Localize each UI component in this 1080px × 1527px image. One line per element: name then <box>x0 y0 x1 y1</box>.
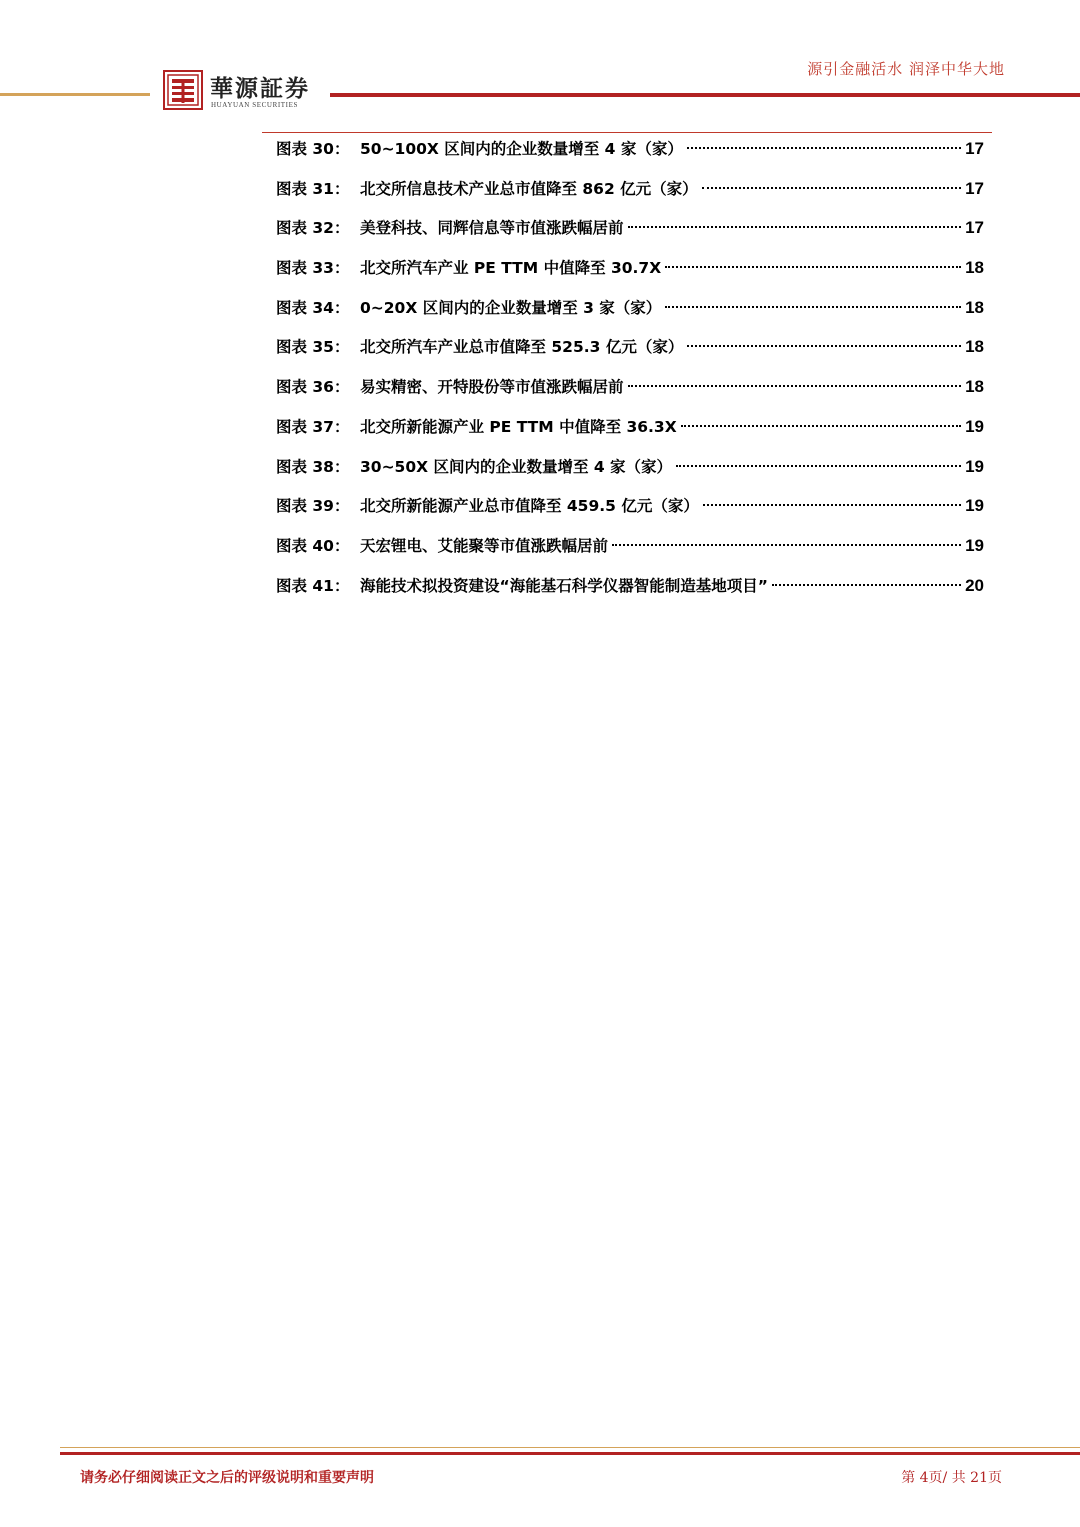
footer-gold-line <box>60 1447 1080 1448</box>
page-header <box>0 0 1080 125</box>
toc-entry-page: 18 <box>965 258 984 278</box>
toc-entry-page: 17 <box>965 139 984 158</box>
toc-entry[interactable] <box>276 414 984 454</box>
toc-entry-page: 19 <box>965 416 984 436</box>
logo-subtitle: HUAYUAN SECURITIES <box>211 101 298 109</box>
toc-entry-title: 海能技术拟投资建设“海能基石科学仪器智能制造基地项目” <box>360 576 768 595</box>
toc-entry-page: 19 <box>965 535 984 555</box>
toc-entry-label: 图表 39： <box>276 497 350 516</box>
toc-entry-label: 图表 37： <box>276 417 350 436</box>
toc-entry-label: 图表 36： <box>276 378 350 397</box>
toc-entry-page: 18 <box>965 377 984 397</box>
toc-entry-title: 北交所汽车产业总市值降至 525.3 亿元（家） <box>360 338 684 357</box>
toc-entry-title: 北交所汽车产业 PE TTM 中值降至 30.7X <box>360 259 662 278</box>
toc-dot-leader <box>628 385 962 387</box>
header-slogan: 源引金融活水 润泽中华大地 <box>807 60 1005 78</box>
toc-dot-leader <box>702 187 961 189</box>
toc-entry[interactable] <box>276 215 984 255</box>
toc-entry-page: 18 <box>965 297 984 317</box>
toc-entry-title: 美登科技、同辉信息等市值涨跌幅居前 <box>360 219 624 238</box>
toc-entry[interactable] <box>276 493 984 533</box>
toc-entry-page: 20 <box>965 575 984 595</box>
toc-entry-label: 图表 38： <box>276 457 350 476</box>
figure-index <box>276 136 984 612</box>
footer-red-line <box>60 1452 1080 1455</box>
toc-entry[interactable] <box>276 295 984 335</box>
toc-entry-title: 北交所新能源产业总市值降至 459.5 亿元（家） <box>360 497 699 516</box>
header-red-line <box>330 93 1080 97</box>
toc-dot-leader <box>612 544 961 546</box>
toc-entry-title: 50~100X 区间内的企业数量增至 4 家（家） <box>360 140 683 158</box>
toc-entry[interactable] <box>276 573 984 613</box>
toc-dot-leader <box>687 345 961 347</box>
toc-dot-leader <box>681 425 961 427</box>
toc-dot-leader <box>772 584 961 586</box>
toc-dot-leader <box>628 226 962 228</box>
toc-entry[interactable] <box>276 454 984 494</box>
toc-dot-leader <box>687 147 961 149</box>
toc-entry[interactable] <box>276 255 984 295</box>
toc-top-rule <box>262 132 992 133</box>
toc-entry-title: 30~50X 区间内的企业数量增至 4 家（家） <box>360 457 673 476</box>
toc-entry-title: 0~20X 区间内的企业数量增至 3 家（家） <box>360 298 662 317</box>
toc-entry[interactable] <box>276 334 984 374</box>
toc-entry-page: 18 <box>965 337 984 357</box>
toc-dot-leader <box>665 266 961 268</box>
toc-entry-label: 图表 40： <box>276 536 350 555</box>
toc-entry[interactable] <box>276 533 984 573</box>
toc-entry-title: 天宏锂电、艾能聚等市值涨跌幅居前 <box>360 536 609 555</box>
toc-entry-page: 19 <box>965 456 984 476</box>
toc-entry-title: 北交所新能源产业 PE TTM 中值降至 36.3X <box>360 417 677 436</box>
toc-entry[interactable] <box>276 374 984 414</box>
toc-entry-label: 图表 33： <box>276 259 350 278</box>
toc-entry[interactable] <box>276 176 984 216</box>
toc-entry-title: 易实精密、开特股份等市值涨跌幅居前 <box>360 378 624 397</box>
toc-entry-page: 19 <box>965 496 984 516</box>
header-gold-line <box>0 93 150 96</box>
toc-entry-label: 图表 32： <box>276 219 350 238</box>
huayuan-seal-icon <box>163 70 203 110</box>
footer-page-info: 第 4页/ 共 21页 <box>901 1470 1002 1486</box>
toc-entry-page: 17 <box>965 178 984 198</box>
footer-disclaimer: 请务必仔细阅读正文之后的评级说明和重要声明 <box>80 1470 374 1486</box>
toc-dot-leader <box>676 465 961 467</box>
toc-entry-title: 北交所信息技术产业总市值降至 862 亿元（家） <box>360 179 698 198</box>
toc-entry-page: 17 <box>965 218 984 238</box>
toc-entry-label: 图表 41： <box>276 576 350 595</box>
toc-dot-leader <box>665 306 961 308</box>
toc-entry-label: 图表 34： <box>276 298 350 317</box>
toc-entry-label: 图表 35： <box>276 338 350 357</box>
toc-entry-label: 图表 31： <box>276 179 350 198</box>
toc-entry[interactable] <box>276 136 984 176</box>
toc-entry-label: 图表 30： <box>276 140 350 158</box>
logo-wordmark: 華源証券 <box>210 75 310 102</box>
toc-dot-leader <box>703 504 961 506</box>
